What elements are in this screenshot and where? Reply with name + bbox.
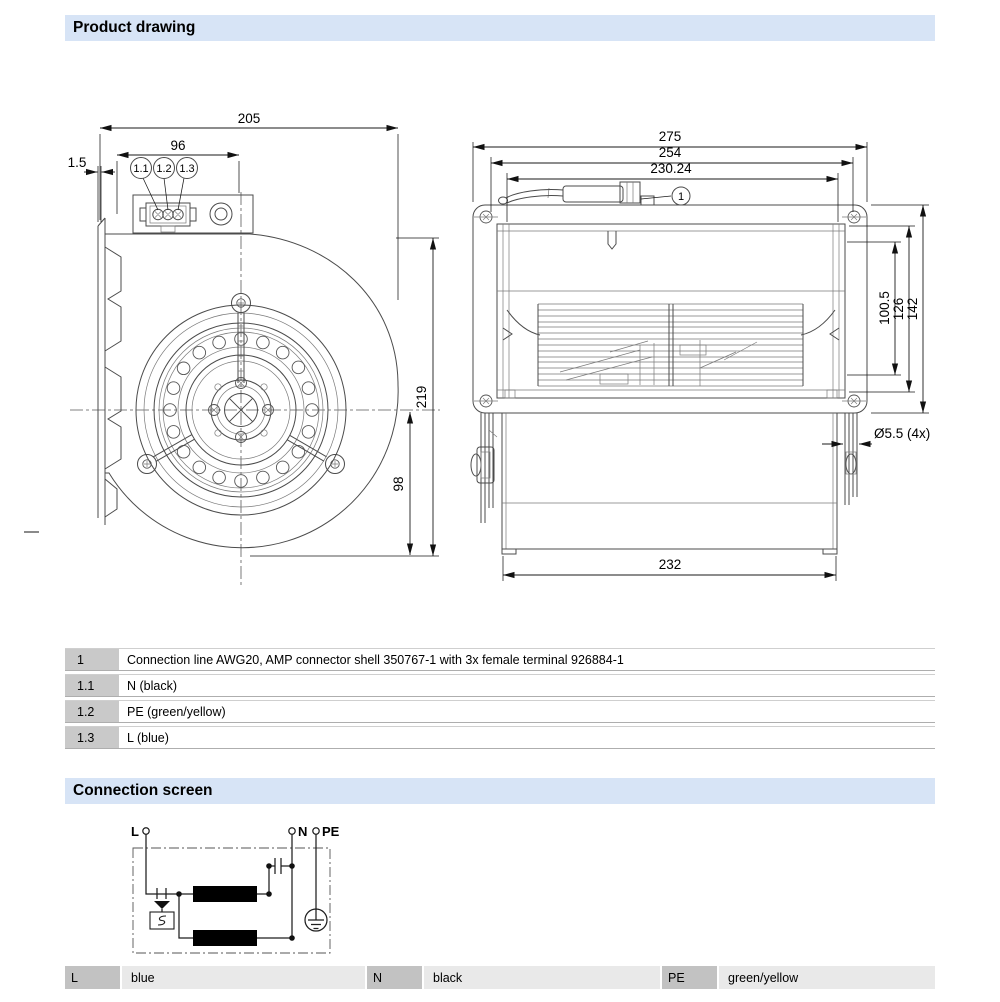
impeller-blades-detail	[560, 340, 757, 386]
side-flange	[473, 205, 867, 413]
table-row	[65, 648, 935, 671]
wire-key-n: N	[367, 966, 422, 989]
side-outlet-box	[502, 413, 837, 554]
front-centerlines	[70, 192, 440, 586]
dim-axis-to-outlet: 98	[391, 476, 406, 492]
part-key: 1.3	[65, 727, 119, 748]
capacitor	[275, 858, 281, 874]
pin-label-1-1: 1.1	[133, 163, 149, 175]
side-view	[471, 129, 930, 581]
dim-terminal-width: 96	[170, 138, 186, 153]
dim-flange-height: 142	[905, 297, 920, 321]
dim-mounting-hole: Ø5.5 (4x)	[874, 426, 931, 441]
part-key: 1	[65, 649, 119, 670]
table-row	[65, 726, 935, 749]
wire-color-n: black	[424, 966, 660, 989]
side-inlet-grille	[538, 304, 803, 386]
dim-housing-height: 126	[891, 297, 906, 321]
part-key: 1.2	[65, 701, 119, 722]
table-row	[65, 674, 935, 697]
thermal-protector	[150, 901, 174, 929]
page-margin-mark	[24, 531, 39, 533]
terminal-label-l: L	[131, 824, 139, 839]
dim-overall-height: 219	[414, 385, 429, 409]
section-header-connection-screen	[65, 778, 935, 804]
pin-label-1-2: 1.2	[156, 163, 172, 175]
front-terminal-box	[133, 195, 253, 233]
terminal-label-n: N	[298, 824, 308, 839]
terminal-label-pe: PE	[322, 824, 340, 839]
wire-key-l: L	[65, 966, 120, 989]
dim-housing-width: 230.24	[650, 161, 692, 176]
terminal-n	[289, 828, 295, 834]
terminal-pe	[313, 828, 319, 834]
main-winding	[193, 886, 257, 902]
earth-symbol	[305, 909, 327, 931]
part-value: Connection line AWG20, AMP connector shell 350767-1 with 3x female terminal 926884-1	[127, 652, 624, 667]
dim-outlet-width: 232	[658, 557, 682, 572]
front-dimensions	[68, 111, 439, 556]
front-pin-callouts	[131, 158, 198, 211]
side-cable-assembly	[499, 182, 691, 205]
front-view	[68, 111, 440, 586]
wire-key-pe: PE	[662, 966, 717, 989]
dim-inlet-height: 100.5	[877, 291, 892, 325]
dim-hole-pitch: 254	[658, 145, 682, 160]
table-row	[65, 700, 935, 723]
part-value: PE (green/yellow)	[127, 704, 226, 719]
dim-flange-offset: 1.5	[67, 155, 87, 170]
terminal-l	[143, 828, 149, 834]
aux-winding	[193, 930, 257, 946]
conduit-boss	[210, 203, 232, 225]
part-key: 1.1	[65, 675, 119, 696]
connection-screen-title: Connection screen	[73, 782, 213, 799]
wiring-diagram	[131, 824, 340, 953]
side-latches	[471, 413, 857, 523]
front-scroll-housing	[98, 218, 398, 548]
dim-overall-width: 205	[237, 111, 261, 126]
wire-color-l: blue	[122, 966, 365, 989]
pin-label-1-3: 1.3	[179, 163, 195, 175]
section-header-product-drawing	[65, 15, 935, 41]
product-drawing-title: Product drawing	[73, 19, 196, 36]
dim-side-overall-width: 275	[658, 129, 682, 144]
callout-1: 1	[677, 191, 685, 203]
wire-color-table	[65, 966, 935, 989]
parts-table	[65, 648, 935, 752]
wire-color-pe: green/yellow	[719, 966, 935, 989]
part-value: L (blue)	[127, 730, 169, 745]
part-value: N (black)	[127, 678, 178, 693]
